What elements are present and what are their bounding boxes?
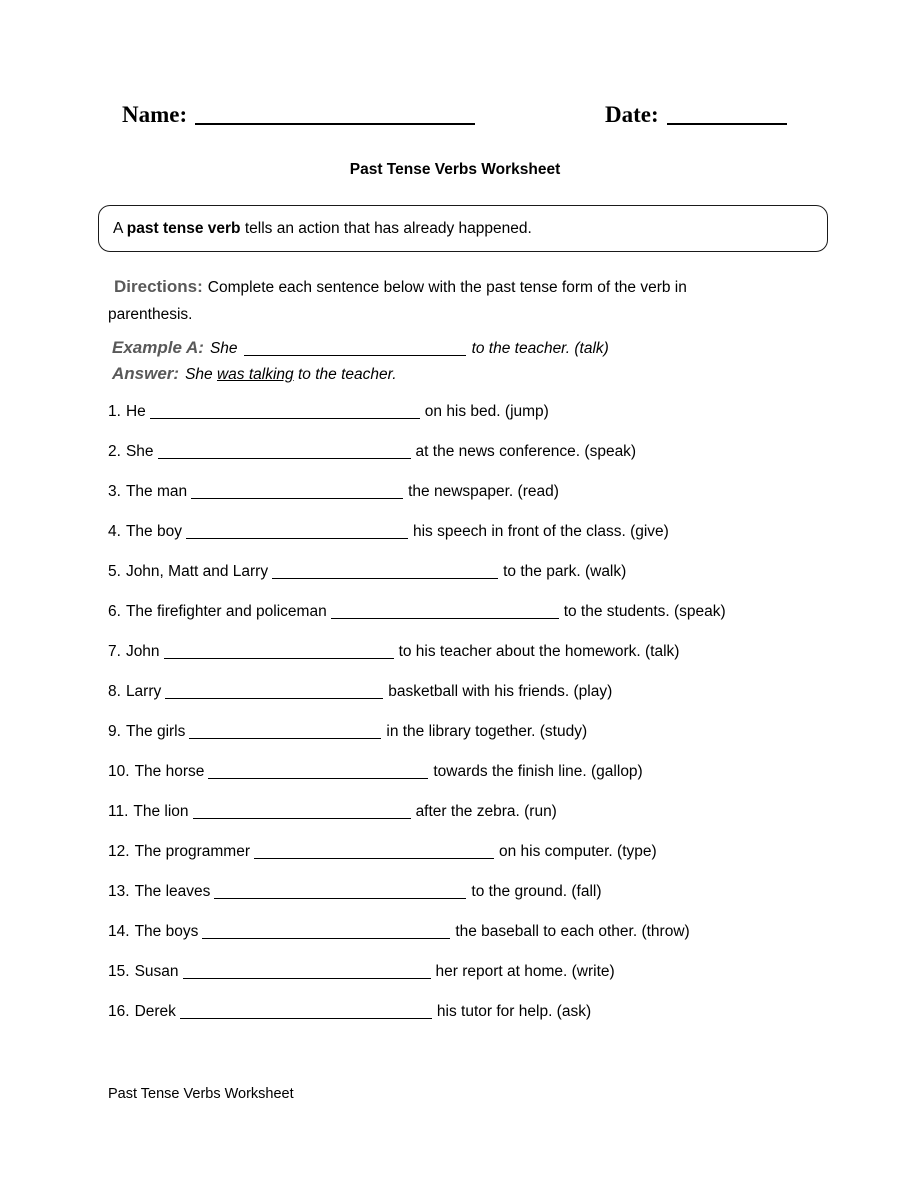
example-label: Example A: bbox=[112, 338, 204, 357]
question-number: 10. bbox=[108, 763, 130, 780]
date-group bbox=[605, 102, 787, 128]
answer-pre: She bbox=[185, 366, 213, 383]
question-row-8 bbox=[108, 683, 848, 701]
question-row-5 bbox=[108, 563, 848, 581]
fill-in-blank bbox=[189, 738, 381, 739]
fill-in-blank bbox=[191, 498, 403, 499]
question-row-16 bbox=[108, 1003, 848, 1021]
question-pre: Derek bbox=[134, 1003, 176, 1020]
question-number: 15. bbox=[108, 963, 130, 980]
date-label: Date: bbox=[605, 102, 659, 127]
directions bbox=[108, 273, 758, 328]
question-number: 7. bbox=[108, 643, 121, 660]
example-post: to the teacher. (talk) bbox=[471, 340, 609, 357]
fill-in-blank bbox=[208, 778, 428, 779]
question-row-2 bbox=[108, 443, 848, 461]
directions-text: Complete each sentence below with the past tense form of the verb in parenthesis. bbox=[108, 279, 687, 323]
answer-label: Answer: bbox=[112, 364, 180, 383]
question-pre: The man bbox=[125, 483, 188, 500]
question-pre: She bbox=[125, 443, 154, 460]
header-row bbox=[122, 102, 828, 136]
question-number: 1. bbox=[108, 403, 121, 420]
directions-label: Directions: bbox=[114, 277, 203, 296]
name-group bbox=[122, 102, 475, 128]
question-row-13 bbox=[108, 883, 848, 901]
definition-text: A past tense verb tells an action that has already happened. bbox=[113, 219, 532, 237]
question-row-14 bbox=[108, 923, 848, 941]
question-row-6 bbox=[108, 603, 848, 621]
question-post: on his computer. (type) bbox=[499, 843, 657, 860]
definition-box bbox=[98, 205, 828, 252]
question-number: 9. bbox=[108, 723, 121, 740]
page-title: Past Tense Verbs Worksheet bbox=[349, 161, 561, 178]
question-number: 4. bbox=[108, 523, 121, 540]
fill-in-blank bbox=[254, 858, 494, 859]
question-list bbox=[108, 403, 848, 1021]
question-row-3 bbox=[108, 483, 848, 501]
fill-in-blank bbox=[193, 818, 411, 819]
question-number: 13. bbox=[108, 883, 130, 900]
footer-title: Past Tense Verbs Worksheet bbox=[108, 1086, 294, 1102]
question-number: 6. bbox=[108, 603, 121, 620]
question-post: the baseball to each other. (throw) bbox=[455, 923, 690, 940]
question-row-1 bbox=[108, 403, 848, 421]
question-pre: The lion bbox=[133, 803, 189, 820]
question-post: on his bed. (jump) bbox=[424, 403, 549, 420]
fill-in-blank bbox=[272, 578, 498, 579]
question-pre: The horse bbox=[134, 763, 205, 780]
definition-term: past tense verb bbox=[126, 219, 241, 237]
question-post: at the news conference. (speak) bbox=[415, 443, 637, 460]
question-row-15 bbox=[108, 963, 848, 981]
example-line bbox=[112, 338, 609, 358]
question-number: 2. bbox=[108, 443, 121, 460]
fill-in-blank bbox=[186, 538, 408, 539]
question-pre: The boy bbox=[125, 523, 182, 540]
fill-in-blank bbox=[214, 898, 466, 899]
question-post: her report at home. (write) bbox=[435, 963, 615, 980]
answer-post: to the teacher. bbox=[297, 366, 397, 383]
fill-in-blank bbox=[150, 418, 420, 419]
answer-underlined-text: was talking bbox=[216, 366, 294, 383]
fill-in-blank bbox=[202, 938, 450, 939]
question-post: his speech in front of the class. (give) bbox=[412, 523, 669, 540]
question-pre: Larry bbox=[125, 683, 162, 700]
question-row-12 bbox=[108, 843, 848, 861]
question-post: to the park. (walk) bbox=[503, 563, 627, 580]
name-label: Name: bbox=[122, 102, 188, 127]
name-blank-line bbox=[195, 123, 475, 125]
question-number: 12. bbox=[108, 843, 130, 860]
question-number: 14. bbox=[108, 923, 130, 940]
fill-in-blank bbox=[331, 618, 559, 619]
question-pre: The girls bbox=[125, 723, 186, 740]
question-post: basketball with his friends. (play) bbox=[388, 683, 613, 700]
question-row-7 bbox=[108, 643, 848, 661]
question-row-9 bbox=[108, 723, 848, 741]
question-number: 11. bbox=[108, 803, 129, 820]
question-row-10 bbox=[108, 763, 848, 781]
question-post: towards the finish line. (gallop) bbox=[433, 763, 643, 780]
question-number: 5. bbox=[108, 563, 121, 580]
question-post: to the ground. (fall) bbox=[471, 883, 602, 900]
question-pre: The programmer bbox=[134, 843, 250, 860]
question-pre: He bbox=[125, 403, 146, 420]
date-blank-line bbox=[667, 123, 787, 125]
question-number: 8. bbox=[108, 683, 121, 700]
question-post: after the zebra. (run) bbox=[415, 803, 557, 820]
fill-in-blank bbox=[158, 458, 411, 459]
question-post: in the library together. (study) bbox=[386, 723, 588, 740]
question-pre: The boys bbox=[134, 923, 199, 940]
answer-line bbox=[112, 364, 397, 384]
example-blank-line bbox=[244, 355, 466, 356]
fill-in-blank bbox=[164, 658, 394, 659]
question-post: to the students. (speak) bbox=[563, 603, 726, 620]
fill-in-blank bbox=[183, 978, 431, 979]
question-number: 3. bbox=[108, 483, 121, 500]
question-pre: John bbox=[125, 643, 160, 660]
question-pre: The firefighter and policeman bbox=[125, 603, 327, 620]
question-post: his tutor for help. (ask) bbox=[436, 1003, 592, 1020]
question-post: the newspaper. (read) bbox=[408, 483, 559, 500]
question-number: 16. bbox=[108, 1003, 130, 1020]
question-row-11 bbox=[108, 803, 848, 821]
example-pre: She bbox=[209, 340, 238, 357]
fill-in-blank bbox=[165, 698, 383, 699]
question-post: to his teacher about the homework. (talk) bbox=[398, 643, 680, 660]
question-row-4 bbox=[108, 523, 848, 541]
question-pre: Susan bbox=[134, 963, 179, 980]
question-pre: John, Matt and Larry bbox=[125, 563, 269, 580]
question-pre: The leaves bbox=[134, 883, 211, 900]
fill-in-blank bbox=[180, 1018, 432, 1019]
